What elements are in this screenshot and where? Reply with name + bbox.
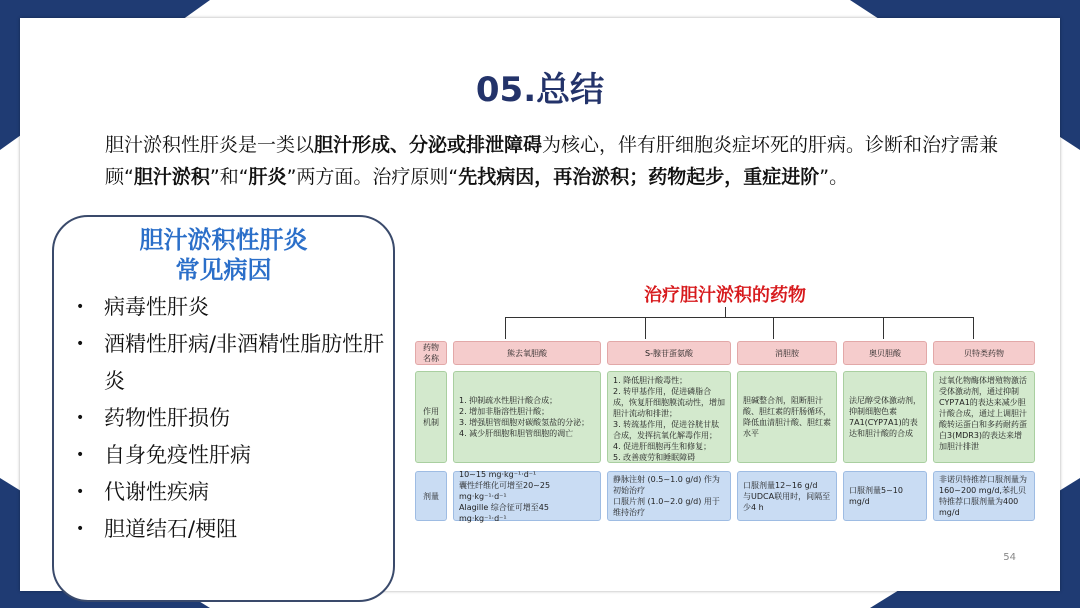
intro-text: ”两方面。治疗原则“ [286, 166, 459, 188]
cause-label: 病毒性肝炎 [104, 295, 209, 319]
causes-heading-line1: 胆汁淤积性肝炎 [139, 226, 308, 254]
intro-paragraph [105, 129, 1005, 193]
mechanism-row [415, 371, 1035, 463]
cause-label: 自身免疫性肝病 [104, 443, 251, 467]
causes-list [72, 289, 387, 548]
list-item [72, 326, 387, 400]
slide-canvas [20, 18, 1060, 591]
bullet-icon: • [76, 447, 85, 463]
intro-text: ”和“ [209, 166, 249, 188]
connector-line [773, 317, 774, 339]
cause-label: 胆道结石/梗阻 [104, 517, 238, 541]
causes-heading [54, 225, 393, 285]
bullet-icon: • [76, 484, 85, 500]
cause-label: 代谢性疾病 [104, 480, 209, 504]
bullet-icon: • [76, 336, 85, 352]
drug-name: 贝特类药物 [933, 341, 1035, 365]
bullet-icon: • [76, 521, 85, 537]
list-item [72, 400, 387, 437]
drug-mechanism: 法尼醇受体激动剂，抑制细胞色素7A1(CYP7A1)的表达和胆汁酸的合成 [843, 371, 927, 463]
drug-dose: 静脉注射 (0.5~1.0 g/d) 作为初始治疗 口服片剂 (1.0~2.0 g/d) 用于维持治疗 [607, 471, 731, 521]
row-label: 药物名称 [415, 341, 447, 365]
drug-name: 奥贝胆酸 [843, 341, 927, 365]
drug-dose: 非诺贝特推荐口服剂量为160~200 mg/d,苯扎贝特推荐口服剂量为400 mg/d [933, 471, 1035, 521]
list-item [72, 289, 387, 326]
drug-name: S-腺苷蛋氨酸 [607, 341, 731, 365]
drug-mechanism: 胆碱整合剂，阻断胆汁酸、胆红素的肝肠循环，降低血清胆汁酸、胆红素水平 [737, 371, 837, 463]
causes-heading-line2: 常见病因 [175, 256, 272, 284]
intro-bold: 肝炎 [248, 166, 287, 188]
bullet-icon: • [76, 299, 85, 315]
connector-line [973, 317, 974, 339]
drug-name: 熊去氧胆酸 [453, 341, 601, 365]
intro-text: 为核心，伴有肝细胞炎症坏死的肝病。诊断和治疗需兼顾“ [105, 134, 999, 188]
drug-diagram [415, 281, 1035, 551]
intro-bold: 先找病因，再治淤积；药物起步，重症进阶 [458, 166, 820, 188]
tree-connector [415, 307, 1035, 341]
connector-line [505, 317, 973, 318]
intro-text: 胆汁淤积性肝炎是一类以 [105, 134, 315, 156]
drug-name-row [415, 341, 1035, 365]
row-label: 剂量 [415, 471, 447, 521]
list-item [72, 474, 387, 511]
cause-label: 酒精性肝病/非酒精性脂肪性肝炎 [104, 332, 385, 393]
causes-panel [52, 215, 395, 602]
connector-line [645, 317, 646, 339]
drug-mechanism: 1. 降低胆汁酸毒性； 2. 转甲基作用，促进磷脂合成，恢复肝细胞膜流动性，增加胆汁流动和排泄； 3. 转巯基作用，促进谷胱甘肽合成，发挥抗氧化解毒作用； 4. 促进肝细胞再生和修复； 5. 改善疲劳和睡眠障碍 [607, 371, 731, 463]
drug-mechanism: 1. 抑制疏水性胆汁酸合成； 2. 增加非脂溶性胆汁酸； 3. 增强胆管细胞对碳酸氢盐的分泌； 4. 减少肝细胞和胆管细胞的凋亡 [453, 371, 601, 463]
drug-dose: 口服剂量12~16 g/d 与UDCA联用时，间隔至少4 h [737, 471, 837, 521]
drug-name: 消胆胺 [737, 341, 837, 365]
intro-bold: 胆汁淤积 [133, 166, 210, 188]
connector-line [505, 317, 506, 339]
drug-dose: 口服剂量5~10 mg/d [843, 471, 927, 521]
intro-text: ”。 [819, 166, 849, 188]
page-number: 54 [1003, 552, 1016, 563]
drug-diagram-title: 治疗胆汁淤积的药物 [644, 285, 806, 306]
cause-label: 药物性肝损伤 [104, 406, 230, 430]
dose-row [415, 471, 1035, 521]
connector-line [725, 307, 726, 317]
bullet-icon: • [76, 410, 85, 426]
row-label: 作用机制 [415, 371, 447, 463]
drug-dose: 10~15 mg·kg⁻¹·d⁻¹ 囊性纤维化可增至20~25 mg·kg⁻¹·d⁻¹ Alagille 综合征可增至45 mg·kg⁻¹·d⁻¹ [453, 471, 601, 521]
drug-mechanism: 过氧化物酶体增殖物激活受体激动剂，通过抑制CYP7A1的表达来减少胆汁酸合成，通过上调胆汁酸转运蛋白和多药耐药蛋白3(MDR3)的表达来增加胆汁排泄 [933, 371, 1035, 463]
list-item [72, 511, 387, 548]
slide-title: 05.总结 [475, 70, 605, 110]
connector-line [883, 317, 884, 339]
list-item [72, 437, 387, 474]
intro-bold: 胆汁形成、分泌或排泄障碍 [314, 134, 543, 156]
